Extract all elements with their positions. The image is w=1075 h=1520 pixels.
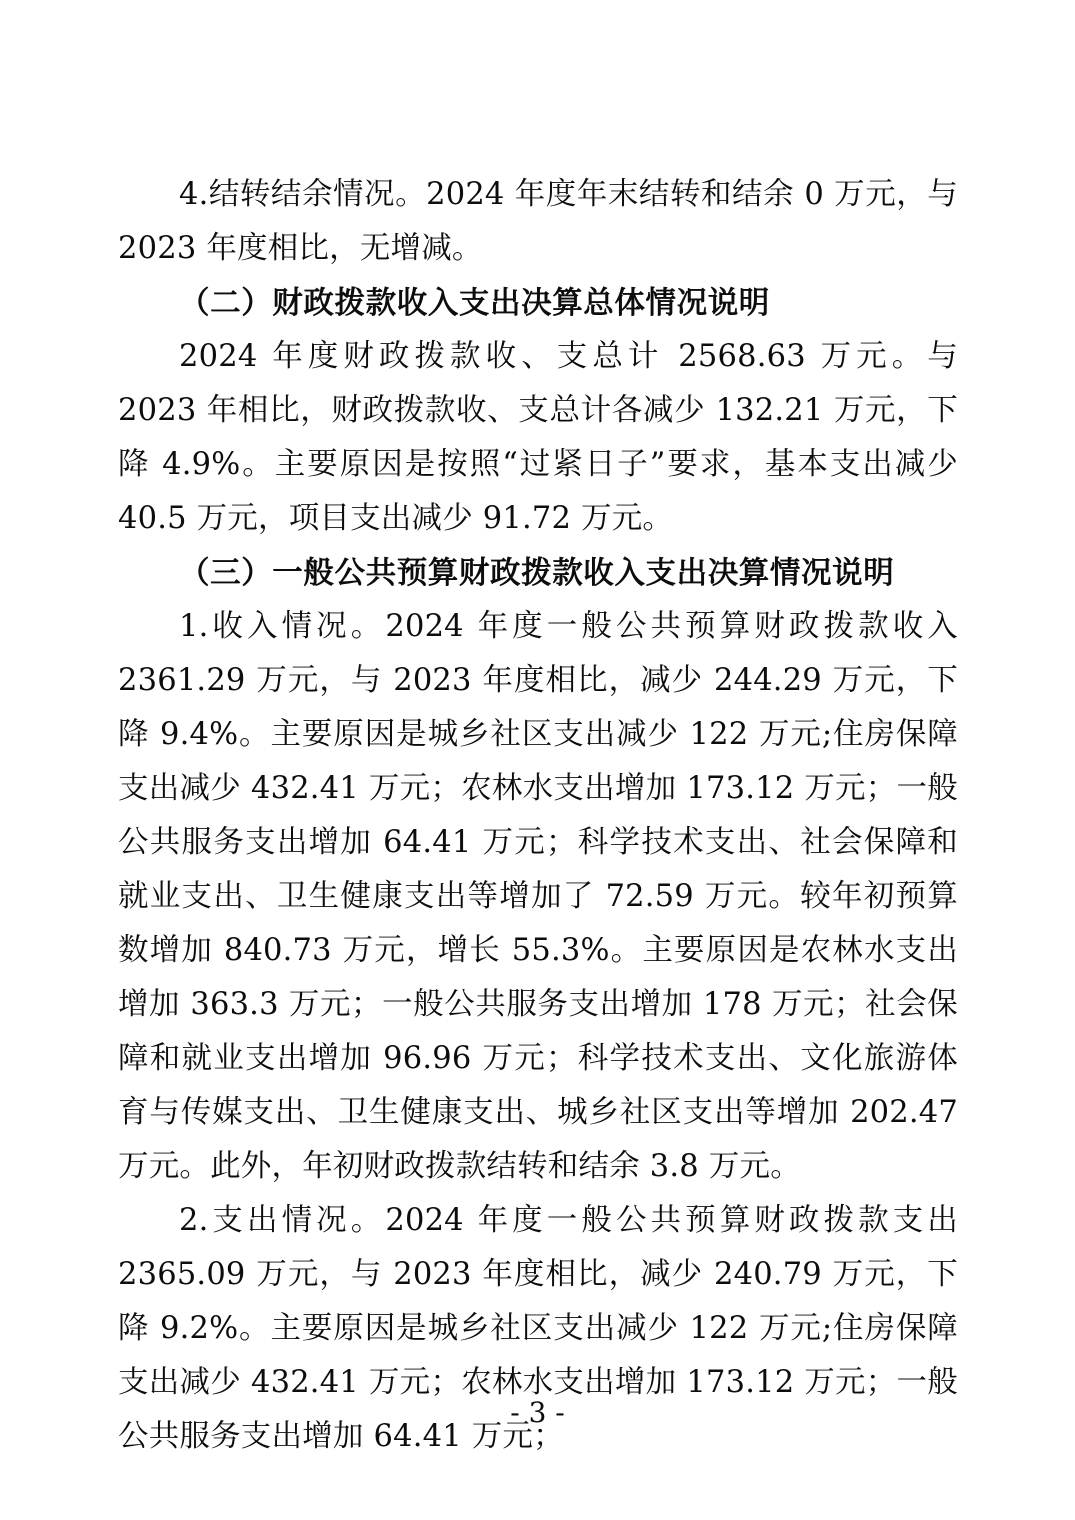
section-heading-two: （二）财政拨款收入支出决算总体情况说明 [179, 285, 770, 321]
page-number: - 3 - [510, 1396, 565, 1429]
document-body [118, 168, 958, 1464]
paragraph-expenditure: 2.支出情况。2024 年度一般公共预算财政拨款支出 2365.09 万元，与 2023 年度相比，减少 240.79 万元，下降 9.2%。主要原因是城乡社区支出减少 122 万元;住房保障支出减少 432.41 万元；农林水支出增加 173.12 万元；一般公共服务支出增加 64.41 万元； [118, 1203, 958, 1454]
paragraph-income: 1.收入情况。2024 年度一般公共预算财政拨款收入 2361.29 万元，与 2023 年度相比，减少 244.29 万元，下降 9.4%。主要原因是城乡社区支出减少 122 万元;住房保障支出减少 432.41 万元；农林水支出增加 173.12 万元；一般公共服务支出增加 64.41 万元；科学技术支出、社会保障和就业支出、卫生健康支出等增加了 72.59 万元。较年初预算数增加 840.73 万元，增长 55.3%。主要原因是农林水支出增加 363.3 万元；一般公共服务支出增加 178 万元；社会保障和就业支出增加 96.96 万元；科学技术支出、文化旅游体育与传媒支出、卫生健康支出、城乡社区支出等增加 202.47 万元。此外，年初财政拨款结转和结余 3.8 万元。 [118, 609, 958, 1184]
paragraph-total-appropriation: 2024 年度财政拨款收、支总计 2568.63 万元。与 2023 年相比，财政拨款收、支总计各减少 132.21 万元，下降 4.9%。主要原因是按照“过紧日子”要求，基本支出减少 40.5 万元，项目支出减少 91.72 万元。 [118, 339, 958, 536]
paragraph-carryover: 4.结转结余情况。2024 年度年末结转和结余 0 万元，与 2023 年度相比，无增减。 [118, 177, 958, 266]
section-heading-three: （三）一般公共预算财政拨款收入支出决算情况说明 [179, 555, 895, 591]
